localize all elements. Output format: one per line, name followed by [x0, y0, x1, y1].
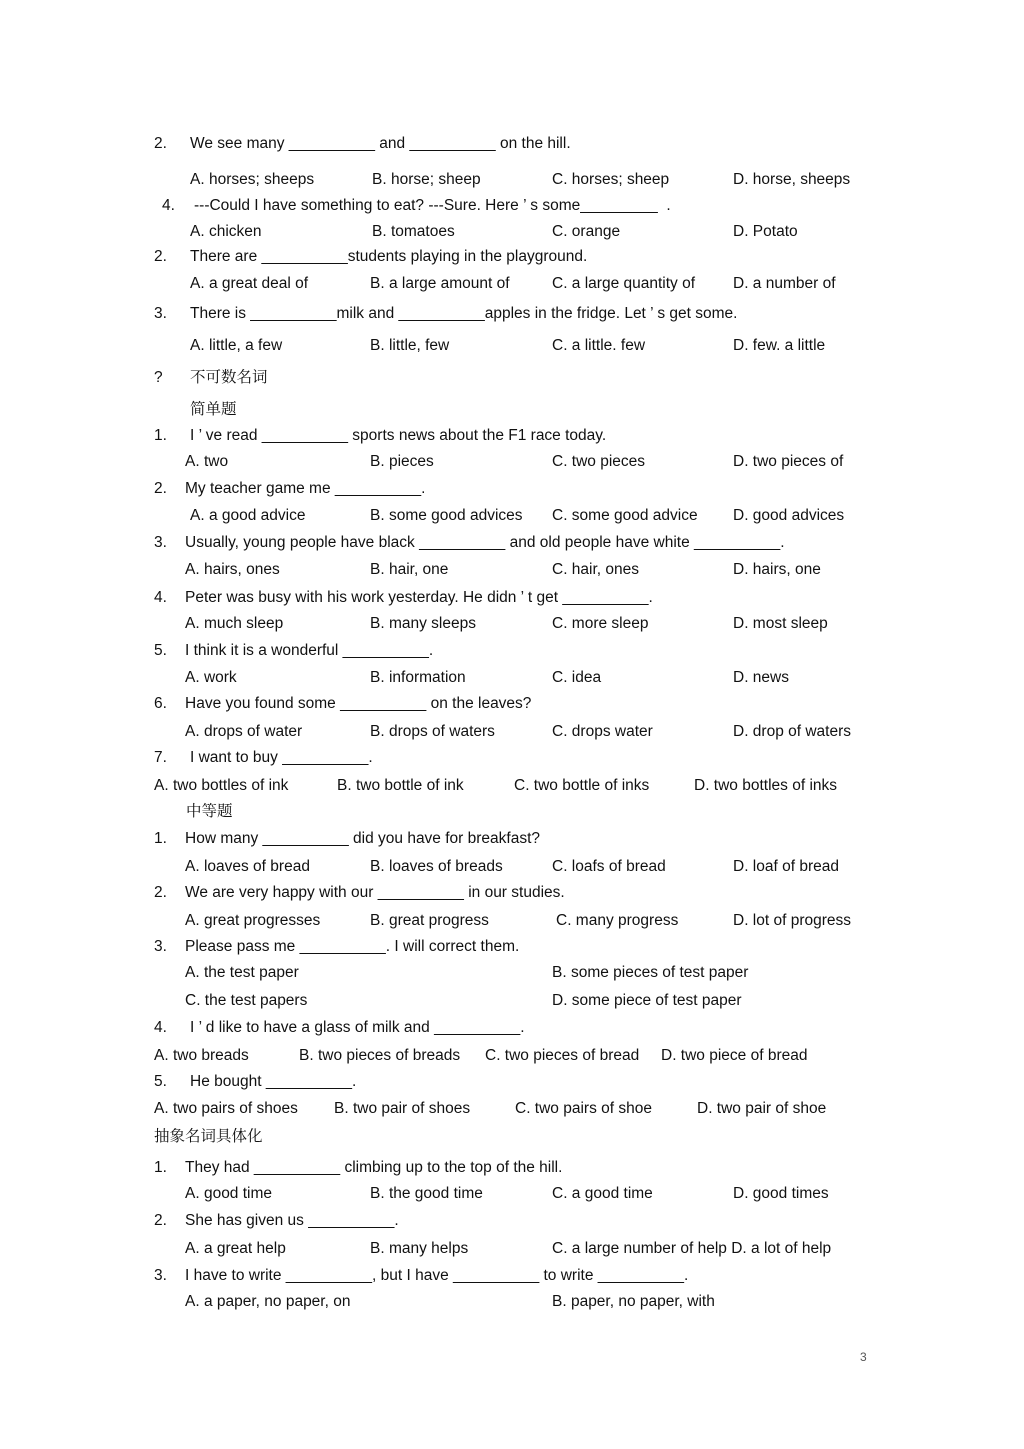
question-text: I want to buy __________.: [190, 749, 373, 766]
question-number: 1.: [154, 427, 167, 444]
option-b: B. many sleeps: [370, 615, 476, 632]
option-a: A. the test paper: [185, 964, 299, 981]
option-c: C. hair, ones: [552, 561, 640, 578]
option-a: A. two: [185, 453, 229, 470]
section-heading: 不可数名词: [190, 369, 268, 386]
option-c: C. the test papers: [185, 992, 308, 1009]
question-text: We see many __________ and __________ on the hill.: [190, 135, 571, 152]
question-text: ---Could I have something to eat? ---Sure. Here ’ s some_________ .: [194, 197, 671, 214]
question-text: She has given us __________.: [185, 1212, 399, 1229]
option-a: A. two breads: [154, 1047, 249, 1064]
option-d: D. good advices: [733, 507, 845, 524]
option-a: A. great progresses: [185, 912, 321, 929]
option-b: B. great progress: [370, 912, 489, 929]
option-c: C. a little. few: [552, 337, 646, 354]
question-number: 3.: [154, 1267, 167, 1284]
section-bullet: ?: [154, 369, 163, 386]
question-number: 2.: [154, 135, 167, 152]
option-d: D. Potato: [733, 223, 798, 240]
option-a: A. a paper, no paper, on: [185, 1293, 351, 1310]
option-d: D. two pieces of: [733, 453, 844, 470]
question-number: 4.: [154, 589, 167, 606]
option-a: A. a good advice: [190, 507, 306, 524]
option-c: C. more sleep: [552, 615, 649, 632]
subsection-heading: 简单题: [190, 401, 237, 418]
option-c: C. a large quantity of: [552, 275, 696, 292]
option-c: C. two pairs of shoe: [515, 1100, 652, 1117]
option-a: A. a great help: [185, 1240, 286, 1257]
option-b: B. two bottle of ink: [337, 777, 464, 794]
option-a: A. chicken: [190, 223, 262, 240]
option-d: D. news: [733, 669, 789, 686]
option-b: B. tomatoes: [372, 223, 455, 240]
question-text: I have to write __________, but I have __________ to write __________.: [185, 1267, 689, 1284]
option-d: D. two piece of bread: [661, 1047, 808, 1064]
option-c: C. some good advice: [552, 507, 698, 524]
option-a: A. drops of water: [185, 723, 303, 740]
option-a: A. horses; sheeps: [190, 171, 315, 188]
option-d: D. good times: [733, 1185, 829, 1202]
question-text: I think it is a wonderful __________.: [185, 642, 434, 659]
option-b: B. many helps: [370, 1240, 469, 1257]
question-number: 2.: [154, 884, 167, 901]
question-text: We are very happy with our __________ in our studies.: [185, 884, 565, 901]
option-a: A. hairs, ones: [185, 561, 280, 578]
option-d: D. loaf of bread: [733, 858, 839, 875]
option-c: C. a good time: [552, 1185, 653, 1202]
option-b: B. the good time: [370, 1185, 483, 1202]
subsection-heading: 中等题: [186, 803, 233, 820]
question-text: My teacher game me __________.: [185, 480, 426, 497]
option-c: C. two bottle of inks: [514, 777, 650, 794]
page-number: 3: [860, 1350, 867, 1364]
option-d: D. hairs, one: [733, 561, 821, 578]
option-b: B. some good advices: [370, 507, 523, 524]
option-b: B. paper, no paper, with: [552, 1293, 715, 1310]
option-d: D. horse, sheeps: [733, 171, 851, 188]
question-number: 2.: [154, 248, 167, 265]
option-b: B. two pair of shoes: [334, 1100, 471, 1117]
option-a: A. loaves of bread: [185, 858, 310, 875]
option-d: D. some piece of test paper: [552, 992, 742, 1009]
question-text: How many __________ did you have for breakfast?: [185, 830, 541, 847]
option-a: A. two pairs of shoes: [154, 1100, 298, 1117]
option-b: B. little, few: [370, 337, 450, 354]
question-number: 3.: [154, 938, 167, 955]
option-b: B. a large amount of: [370, 275, 510, 292]
question-number: 2.: [154, 480, 167, 497]
option-a: A. a great deal of: [190, 275, 309, 292]
option-a: A. two bottles of ink: [154, 777, 289, 794]
option-a: A. work: [185, 669, 237, 686]
option-b: B. pieces: [370, 453, 434, 470]
question-number: 7.: [154, 749, 167, 766]
option-b: B. hair, one: [370, 561, 449, 578]
question-number: 3.: [154, 534, 167, 551]
question-text: There is __________milk and __________apples in the fridge. Let ’ s get some.: [190, 305, 738, 322]
option-d: D. drop of waters: [733, 723, 852, 740]
question-number: 4.: [154, 1019, 167, 1036]
option-d: D. two bottles of inks: [694, 777, 838, 794]
question-text: I ’ d like to have a glass of milk and __________.: [190, 1019, 525, 1036]
question-text: Peter was busy with his work yesterday. He didn ’ t get __________.: [185, 589, 653, 606]
option-c: C. two pieces of bread: [485, 1047, 640, 1064]
question-number: 1.: [154, 1159, 167, 1176]
option-c: C. a large number of help D. a lot of help: [552, 1240, 832, 1257]
option-d: D. a number of: [733, 275, 836, 292]
option-c: C. drops water: [552, 723, 653, 740]
question-text: Usually, young people have black __________ and old people have white __________.: [185, 534, 785, 551]
option-b: B. information: [370, 669, 466, 686]
option-c: C. idea: [552, 669, 602, 686]
question-text: There are __________students playing in the playground.: [190, 248, 588, 265]
option-a: A. much sleep: [185, 615, 284, 632]
option-b: B. some pieces of test paper: [552, 964, 749, 981]
option-c: C. many progress: [556, 912, 679, 929]
option-a: A. little, a few: [190, 337, 283, 354]
question-text: I ’ ve read __________ sports news about the F1 race today.: [190, 427, 607, 444]
option-b: B. horse; sheep: [372, 171, 481, 188]
option-d: D. most sleep: [733, 615, 828, 632]
question-number: 4.: [162, 197, 175, 214]
option-d: D. few. a little: [733, 337, 826, 354]
option-c: C. loafs of bread: [552, 858, 666, 875]
question-number: 6.: [154, 695, 167, 712]
question-text: Please pass me __________. I will correct them.: [185, 938, 520, 955]
option-d: D. lot of progress: [733, 912, 852, 929]
option-c: C. two pieces: [552, 453, 646, 470]
question-text: Have you found some __________ on the leaves?: [185, 695, 532, 712]
option-b: B. drops of waters: [370, 723, 495, 740]
question-number: 1.: [154, 830, 167, 847]
section-heading: 抽象名词具体化: [154, 1128, 263, 1145]
option-a: A. good time: [185, 1185, 273, 1202]
question-number: 5.: [154, 1073, 167, 1090]
option-c: C. horses; sheep: [552, 171, 670, 188]
option-c: C. orange: [552, 223, 621, 240]
question-number: 2.: [154, 1212, 167, 1229]
question-number: 3.: [154, 305, 167, 322]
option-d: D. two pair of shoe: [697, 1100, 827, 1117]
question-number: 5.: [154, 642, 167, 659]
question-text: He bought __________.: [190, 1073, 357, 1090]
question-text: They had __________ climbing up to the top of the hill.: [185, 1159, 563, 1176]
option-b: B. two pieces of breads: [299, 1047, 461, 1064]
option-b: B. loaves of breads: [370, 858, 503, 875]
